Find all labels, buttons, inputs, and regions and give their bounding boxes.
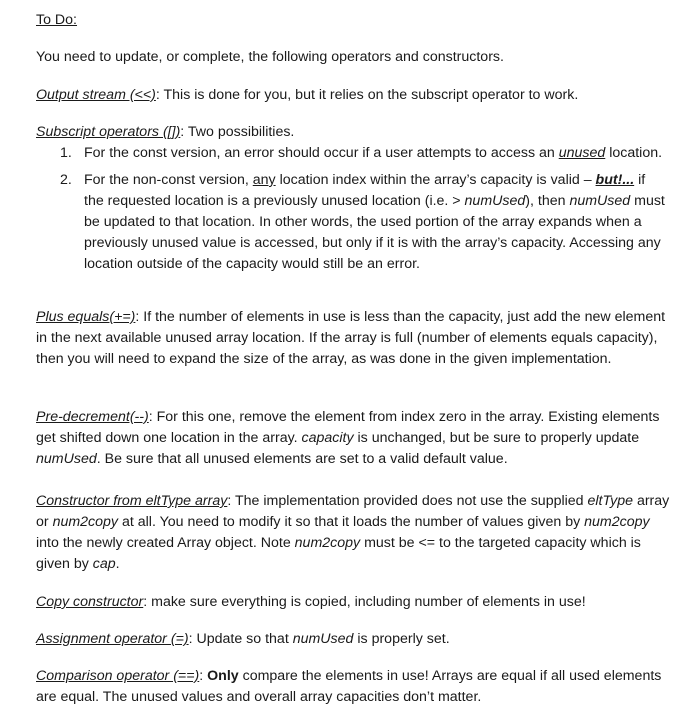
paragraph-text: :	[199, 668, 208, 684]
assignment-label: Assignment operator (=)	[36, 631, 189, 647]
plus-equals-label: Plus equals(+=)	[36, 309, 136, 325]
paragraph-text: compare the elements in use! Arrays are equal if all used elements are equal. The unused values and overall array capacities don’t matter.	[36, 668, 662, 705]
subscript-label: Subscript operators ([])	[36, 124, 181, 140]
list-text: if the requested location is a previously unused location (i.e. >	[84, 172, 646, 209]
list-number: 1.	[60, 145, 72, 161]
paragraph-text: . Be sure that all unused elements are set to a valid default value.	[96, 451, 508, 467]
paragraph-text: must be <= to the targeted capacity which is given by	[36, 535, 641, 572]
comparison-label: Comparison operator (==)	[36, 668, 200, 684]
list-text-any: any	[252, 172, 276, 188]
intro-paragraph: You need to update, or complete, the following operators and constructors.	[36, 49, 504, 65]
list-text: For the non-const version,	[84, 172, 253, 188]
comparison-paragraph	[36, 666, 672, 708]
list-item	[36, 143, 666, 164]
paragraph-term: numUsed	[292, 631, 354, 647]
list-text-numused: numUsed	[464, 193, 526, 209]
paragraph-text: array or	[36, 493, 670, 530]
list-text-unused: unused	[558, 145, 606, 161]
list-text: ), then	[525, 193, 570, 209]
paragraph-term: cap	[92, 556, 116, 572]
copy-ctor-paragraph	[36, 592, 672, 613]
subscript-list	[36, 143, 666, 275]
pre-decrement-paragraph	[36, 407, 672, 470]
list-text: location.	[605, 145, 663, 161]
todo-heading-text: To Do:	[36, 12, 78, 28]
paragraph-term: num2copy	[294, 535, 361, 551]
copy-ctor-label: Copy constructor	[36, 594, 144, 610]
subscript-paragraph	[36, 122, 672, 143]
paragraph-text: : The implementation provided does not use the supplied	[227, 493, 588, 509]
paragraph-text: at all. You need to modify it so that it loads the number of values given by	[118, 514, 585, 530]
list-text-but: but!...	[595, 172, 635, 188]
paragraph-text: into the newly created Array object. Note	[36, 535, 295, 551]
pre-decrement-label: Pre-decrement(--)	[36, 409, 149, 425]
output-stream-text: : This is done for you, but it relies on the subscript operator to work.	[155, 87, 579, 103]
plus-equals-text: : If the number of elements in use is less than the capacity, just add the new element in the next available unused array location. If the array is full (number of elements equals capacity), then you will need to expand the size of the array, as was done in the given implementation.	[36, 309, 666, 367]
list-text: location index within the array’s capacity is valid –	[275, 172, 596, 188]
paragraph-text: : For this one, remove the element from index zero in the array. Existing elements get shifted down one location in the array.	[36, 409, 660, 446]
list-text-numused: numUsed	[569, 193, 631, 209]
output-stream-label: Output stream (<<)	[36, 87, 156, 103]
output-stream-paragraph	[36, 85, 672, 106]
list-text: For the const version, an error should occur if a user attempts to access an	[84, 145, 559, 161]
paragraph-text: is properly set.	[353, 631, 450, 647]
paragraph-text: is unchanged, but be sure to properly update	[353, 430, 640, 446]
subscript-text: : Two possibilities.	[180, 124, 295, 140]
list-item	[36, 170, 666, 275]
paragraph-term: num2copy	[584, 514, 650, 530]
paragraph-term: capacity	[301, 430, 354, 446]
ctor-elttype-paragraph	[36, 491, 672, 575]
list-text: must be updated to that location. In other words, the used portion of the array expands when a previously unused value is accessed, but only if it is with the array’s capacity. Accessing any location outside of the capacity would still be an error.	[84, 193, 665, 272]
assignment-paragraph	[36, 629, 672, 650]
paragraph-term: num2copy	[52, 514, 119, 530]
paragraph-text: .	[115, 556, 120, 572]
paragraph-term: eltType	[587, 493, 633, 509]
plus-equals-paragraph	[36, 307, 672, 370]
list-number: 2.	[60, 172, 72, 188]
ctor-elttype-label: Constructor from eltType array	[36, 493, 228, 509]
paragraph-text: : Update so that	[188, 631, 293, 647]
paragraph-emphasis: Only	[207, 668, 239, 684]
copy-ctor-text: : make sure everything is copied, including number of elements in use!	[143, 594, 586, 610]
todo-heading	[36, 10, 672, 31]
paragraph-term: numUsed	[36, 451, 97, 467]
